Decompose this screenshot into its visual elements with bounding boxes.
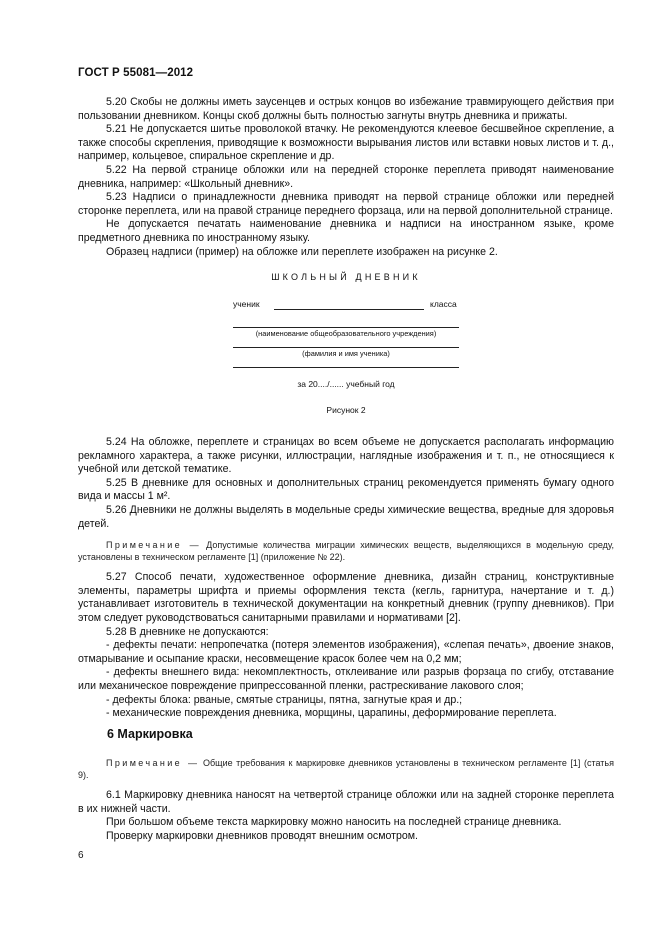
document-header: ГОСТ Р 55081—2012 [78, 67, 194, 79]
clause-5-27: 5.27 Способ печати, художественное оформление дневника, дизайн страниц, конструктивные элементы, параметры шрифта и приемы оформления текста (кегль, гарнитура, начертание и т. д.) устанавливает изготовитель в технической документации на конкретный дневник (группу дневников). При этом следует руководствоваться санитарными правилами и нормативами [2]. [78, 571, 614, 624]
defect-block: - дефекты блока: рваные, смятые страницы, пятна, загнутые края и др.; [106, 693, 463, 706]
name-line [233, 347, 459, 348]
note-2-label: Примечание — [106, 758, 200, 768]
note-1-text: Допустимые количества миграции химических веществ, выделяющихся в модельную среду, установлены в техническом регламенте [1] (приложение № 22). [78, 540, 614, 563]
note-2 [78, 757, 614, 781]
text-block-1 [78, 96, 614, 259]
page-number: 6 [78, 850, 84, 861]
clause-5-23: 5.23 Надписи о принадлежности дневника приводят на первой странице обложки или передней сторонке переплета, или на правой странице переднего форзаца, или на первой дополнительной странице. [78, 191, 614, 217]
paragraph-last-page: При большом объеме текста маркировку можно наносить на последней странице дневника. [106, 816, 562, 829]
clause-5-26: 5.26 Дневники не должны выделять в модельные среды химические вещества, вредные для здоровья детей. [78, 503, 614, 530]
section-6-title: 6 Маркировка [107, 727, 193, 741]
figure-label: Рисунок 2 [326, 405, 366, 415]
clause-5-20: 5.20 Скобы не должны иметь заусенцев и острых концов во избежание травмирующего действия при пользовании дневником. Концы скоб должны быть полностью загнуты внутрь дневника и прижаты. [78, 96, 614, 122]
clause-5-25: 5.25 В дневнике для основных и дополнительных страниц рекомендуется применять бумагу одного вида и массы 1 м². [78, 476, 614, 503]
extra-line [233, 367, 459, 368]
clause-5-28: 5.28 В дневнике не допускаются: [106, 625, 269, 638]
school-caption: (наименование общеобразовательного учреждения) [255, 329, 437, 338]
text-block-4 [78, 757, 614, 843]
defect-printing: - дефекты печати: непропечатка (потеря элементов изображения), «слепая печать», двоение знаков, отмарывание и осыпание краски, несовмещение красок более чем на 0,2 мм; [78, 639, 614, 665]
defect-appearance: - дефекты внешнего вида: некомплектность, отклеивание или разрыв форзаца по сгибу, отставание или механическое повреждение припрессованной пленки, растрескивание лакового слоя; [78, 666, 614, 692]
figure-2 [78, 272, 614, 422]
paragraph-inspection: Проверку маркировки дневников проводят внешним осмотром. [106, 829, 419, 842]
note-1 [78, 539, 614, 563]
year-line: за 20..../...... учебный год [297, 379, 395, 389]
note-1-label: Примечание — [106, 540, 202, 551]
school-line [233, 327, 459, 328]
name-caption: (фамилия и имя ученика) [302, 349, 390, 358]
paragraph-foreign-language: Не допускается печатать наименование дневника и надписи на иностранном языке, кроме предметного дневника по иностранному языку. [78, 218, 614, 244]
clause-5-22: 5.22 На первой странице обложки или на передней сторонке переплета приводят наименование дневника, например: «Школьный дневник». [78, 163, 614, 190]
student-prefix: ученик [233, 299, 260, 309]
student-line [274, 309, 424, 310]
figure-title: ШКОЛЬНЫЙ ДНЕВНИК [271, 272, 421, 282]
note-2-text: Общие требования к маркировке дневников установлены в техническом регламенте [1] (статья 9). [78, 758, 614, 780]
text-block-2 [78, 436, 614, 721]
clause-6-1: 6.1 Маркировку дневника наносят на четвертой странице обложки или на задней сторонке переплета в их нижней части. [78, 789, 614, 815]
clause-5-24: 5.24 На обложке, переплете и страницах во всем объеме не допускается располагать информацию рекламного характера, а также рисунки, иллюстрации, наглядные изображения и т. п., не относящиеся к учебной или детской тематике. [78, 436, 614, 476]
paragraph-figure-reference: Образец надписи (пример) на обложке или переплете изображен на рисунке 2. [106, 245, 498, 258]
clause-5-21: 5.21 Не допускается шитье проволокой втачку. Не рекомендуются клеевое бесшвейное скрепление, а также способы скрепления, приводящие к возможности вырывания листов или вставки новых листов и т. д., например, кольцевое, спиральное скрепление и др. [78, 123, 614, 163]
defect-mechanical: - механические повреждения дневника, морщины, царапины, деформирование переплета. [106, 707, 557, 720]
class-suffix: класса [430, 299, 457, 309]
